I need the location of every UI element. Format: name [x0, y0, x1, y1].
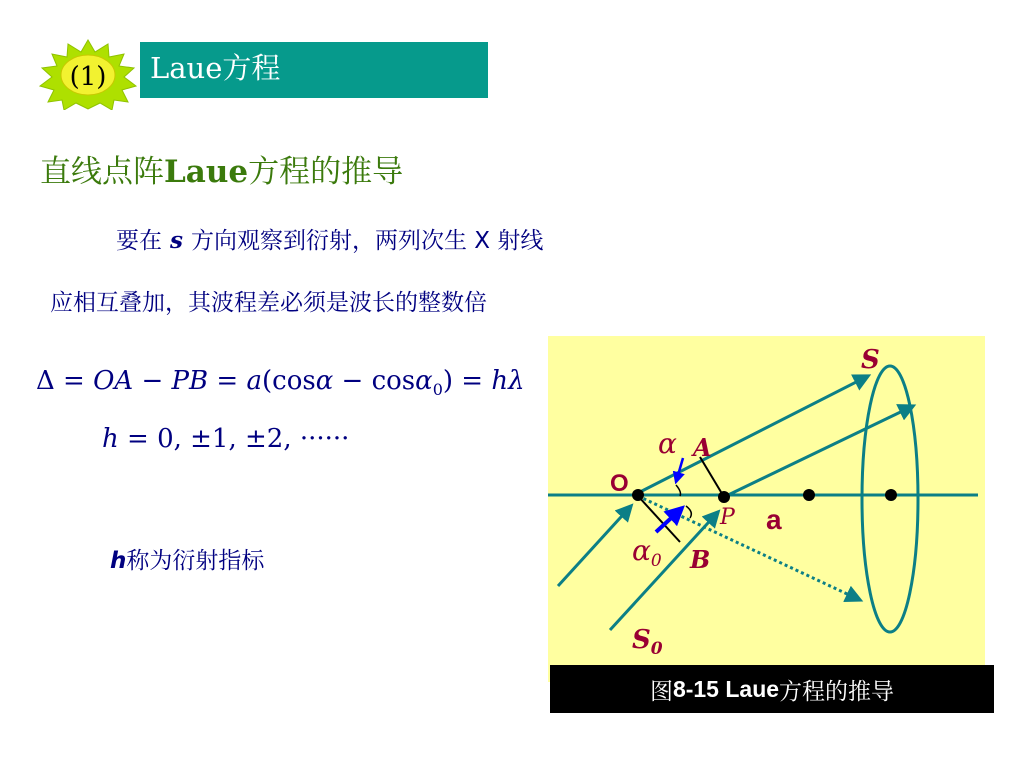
- badge-label: (1): [69, 62, 107, 92]
- laue-diagram: [548, 336, 985, 682]
- label-lattice-a: a: [766, 504, 782, 535]
- lattice-point-4: [885, 489, 897, 501]
- formula-close: ): [442, 366, 454, 396]
- lattice-point-3: [803, 489, 815, 501]
- formula-a: a: [246, 366, 262, 396]
- formula2-rest: = 0, ±1, ±2, ······: [118, 424, 350, 454]
- heading-latin: Laue: [164, 154, 249, 190]
- lattice-point-o: [632, 489, 644, 501]
- formula-oa: OA: [93, 366, 134, 396]
- formula-sub0: 0: [432, 380, 443, 400]
- formula-minus: −: [133, 366, 172, 396]
- label-b: B: [690, 545, 711, 574]
- formula-eq-2: =: [208, 366, 247, 396]
- section-badge: [38, 38, 138, 110]
- label-s: S: [861, 345, 880, 375]
- formula-eq: =: [54, 366, 94, 396]
- formula-eq-3: =: [453, 366, 492, 396]
- label-alpha0: $\alpha_0$: [632, 534, 662, 571]
- h-symbol: h: [110, 548, 127, 574]
- label-s0: $S_0$: [632, 625, 663, 659]
- formula-pb: PB: [171, 366, 209, 396]
- lattice-point-p: [718, 491, 730, 503]
- formula-alpha: α: [315, 366, 334, 396]
- formula-alpha0: α: [415, 366, 433, 396]
- label-alpha: α: [658, 427, 677, 460]
- section-heading: [40, 146, 403, 191]
- text1-before: 要在: [116, 228, 162, 254]
- figure-caption: [550, 665, 994, 713]
- text1-after: 方向观察到衍射，两列次生 X 射线: [190, 228, 544, 254]
- laue-equation: [36, 366, 525, 399]
- formula2-h: h: [102, 424, 119, 454]
- h-note-text: 称为衍射指标: [126, 548, 265, 574]
- label-p: P: [720, 505, 735, 530]
- label-a-point: A: [693, 433, 712, 462]
- h-note: [110, 542, 264, 575]
- heading-prefix: 直线点阵: [40, 154, 164, 190]
- caption-suffix: 方程的推导: [779, 678, 895, 705]
- page-title: Laue方程: [150, 51, 281, 85]
- formula-delta: Δ: [36, 366, 55, 396]
- body-text-line-1: [116, 222, 543, 255]
- label-o: O: [610, 470, 629, 497]
- formula-lambda: λ: [508, 366, 525, 396]
- formula-minus-cos: − cos: [333, 366, 416, 396]
- formula-open: (cos: [261, 366, 316, 396]
- direction-symbol: s: [170, 227, 183, 254]
- h-values: [102, 424, 349, 454]
- caption-prefix: 图: [649, 678, 673, 705]
- body-text-line-2: 应相互叠加，其波程差必须是波长的整数倍: [50, 290, 487, 316]
- heading-suffix: 方程的推导: [248, 154, 404, 190]
- formula-h: h: [491, 366, 509, 396]
- caption-number: 8-15 Laue: [672, 675, 780, 702]
